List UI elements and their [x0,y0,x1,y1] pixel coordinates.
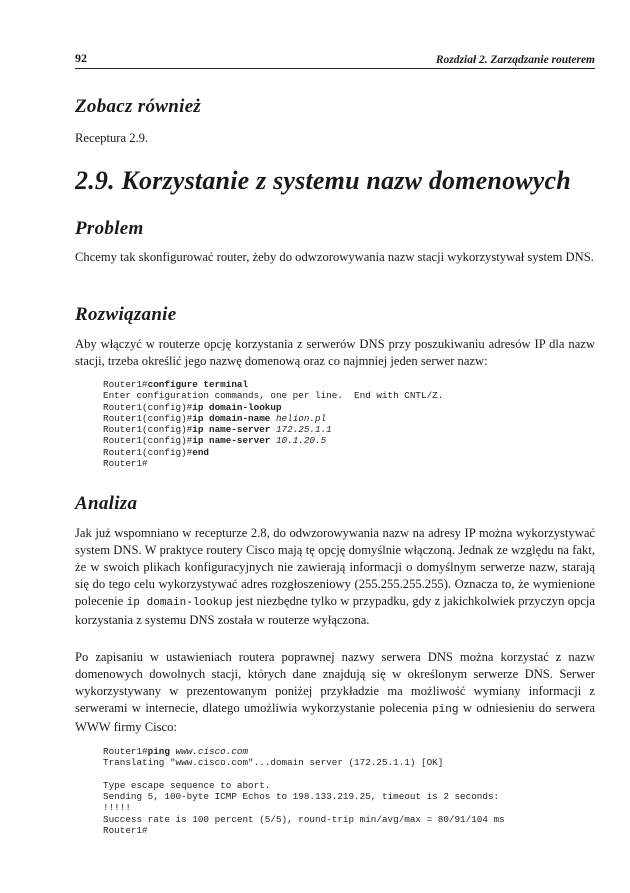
code-command: ip domain-lookup [192,401,282,413]
see-also-text: Receptura 2.9. [75,131,149,145]
running-header [75,46,595,69]
analysis-p2-part-b: w odniesieniu do serwera WWW firmy Cisco: [75,701,595,734]
code-command: ip name-server [192,424,276,436]
ping-code-line [103,757,593,768]
analysis-p1-part-b: jest niezbędne tylko w przypadku, gdy z jakichkolwiek przyczyn opcja korzystania z systemu DNS została w routerze wyłączona. [75,594,595,627]
analysis-paragraph-1 [75,525,595,629]
analysis-heading: Analiza [75,493,138,514]
ping-code-block [103,746,593,836]
config-code-line [103,402,593,413]
problem-heading: Problem [75,218,144,239]
code-text: Router1(config)# [103,446,193,458]
chapter-title: Rozdział 2. Zarządzanie routerem [435,54,595,66]
config-code-line [103,447,593,458]
code-argument: 172.25.1.1 [275,424,332,436]
code-text: Router1(config)# [103,412,193,424]
ping-code-line [103,791,593,802]
book-page [75,46,595,837]
code-command: ip name-server [192,435,276,447]
analysis-p1-code: ip domain-lookup [126,597,233,609]
see-also-heading: Zobacz również [75,96,202,117]
ping-code-line [103,814,593,825]
solution-heading: Rozwiązanie [75,304,177,325]
ping-code-line [103,825,593,836]
code-text: Router1# [103,458,148,470]
ping-code-line [103,769,593,780]
code-text: Router1# [103,379,148,390]
ping-code-line [103,802,593,813]
code-text: Sending 5, 100-byte ICMP Echos to 198.133.219.25, timeout is 2 seconds: [103,791,500,803]
ping-code-line [103,746,593,757]
code-text: Router1# [103,825,148,837]
code-text: Router1# [103,746,148,757]
code-text: Type escape sequence to abort. [103,779,271,791]
code-argument: www.cisco.com [175,746,249,757]
code-text: Translating "www.cisco.com"...domain server (172.25.1.1) [OK] [103,757,444,769]
code-command: ip domain-name [192,412,276,424]
solution-text: Aby włączyć w routerze opcję korzystania z serwerów DNS przy poszukiwaniu adresów IP dla nazw stacji, trzeba określić jego nazwę domenową oraz co najmniej jeden serwer nazw: [75,337,595,368]
code-text: Router1(config)# [103,435,193,447]
page-number: 92 [75,51,87,65]
code-command: end [192,446,210,458]
config-code-line [103,435,593,446]
analysis-paragraph-2 [75,649,595,736]
config-code-line [103,424,593,435]
code-text: Success rate is 100 percent (5/5), round-trip min/avg/max = 80/91/104 ms [103,813,505,825]
code-text: Router1(config)# [103,401,193,413]
code-text: !!!!! [103,802,131,814]
code-command: configure terminal [147,379,249,390]
analysis-p2-code: ping [432,704,459,716]
config-code-line [103,390,593,401]
code-argument: 10.1.20.5 [275,435,327,447]
code-text: Enter configuration commands, one per line. End with CNTL/Z. [103,390,444,402]
config-code-line [103,458,593,469]
problem-text: Chcemy tak skonfigurować router, żeby do odwzorowywania nazw stacji wykorzystywał system DNS. [75,250,594,264]
code-argument: helion.pl [275,412,327,424]
ping-code-line [103,780,593,791]
analysis-p1-part-a: Jak już wspomniano w recepturze 2.8, do odwzorowywania nazw na adresy IP można wykorzystywać system DNS. W praktyce routery Cisco mają tę opcję domyślnie włączoną. Jednak ze względu na fakt, że w swoich plikach konfiguracyjnych nie zawierają informacji o domyślnym serwerze nazw, starają się do tego celu wykorzystywać adres rozgłoszeniowy (255.255.255.255). Oznacza to, że wymienione polecenie [75,526,595,608]
config-code-line [103,379,593,390]
config-code-block [103,379,593,469]
code-command: ping [147,746,176,757]
section-title: 2.9. Korzystanie z systemu nazw domenowych [75,166,571,195]
analysis-p2-part-a: Po zapisaniu w ustawieniach routera poprawnej nazwy serwera DNS można korzystać z nazw domenowych dowolnych stacji, których dane znajdują się w określonym serwerze DNS. Serwer wykorzystywany w prezentowanym poniżej przykładzie ma możliwość wymiany informacji z serwerami w internecie, dlatego umożliwia wykorzystanie polecenia [75,650,595,715]
config-code-line [103,413,593,424]
code-text: Router1(config)# [103,424,193,436]
